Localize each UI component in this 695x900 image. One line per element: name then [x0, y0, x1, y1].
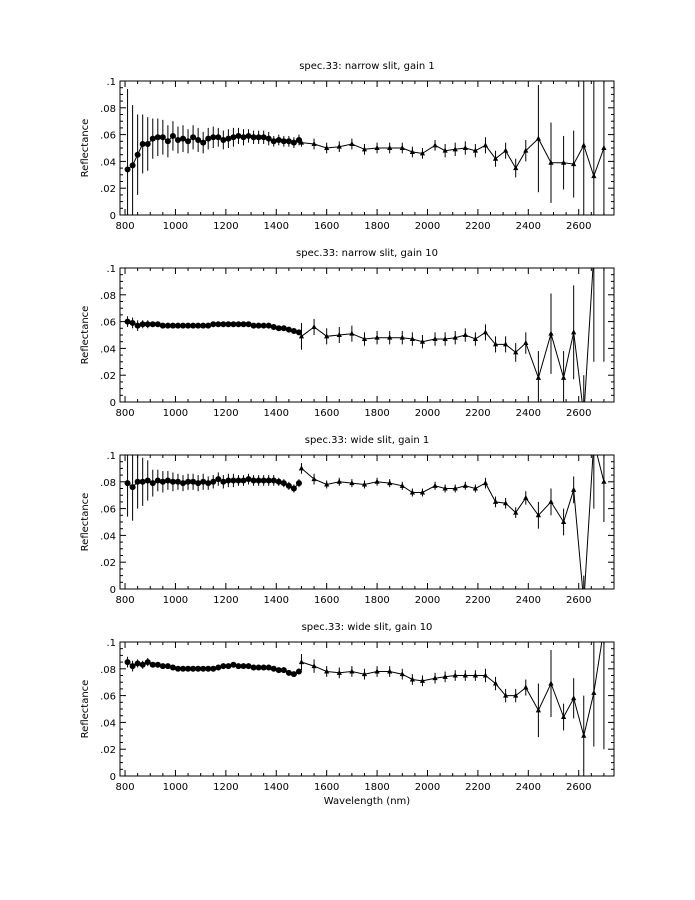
x-tick-label: 2200: [465, 595, 491, 606]
y-tick-label: .02: [100, 558, 116, 570]
data-point-triangle: [493, 499, 498, 504]
x-tick-label: 1600: [313, 408, 340, 419]
data-point-circle: [246, 133, 252, 139]
data-point-circle: [125, 480, 131, 486]
data-point-triangle: [387, 668, 392, 673]
data-point-triangle: [591, 173, 596, 178]
y-tick-label: .06: [100, 130, 116, 142]
data-point-triangle: [311, 324, 316, 329]
data-point-circle: [130, 484, 136, 490]
series-line: [302, 241, 604, 415]
data-point-triangle: [571, 487, 576, 492]
y-tick-label: .04: [100, 718, 116, 730]
data-point-circle: [271, 666, 277, 672]
y-axis-label: Reflectance: [80, 679, 91, 739]
axes-frame: [120, 642, 614, 776]
data-point-triangle: [483, 329, 488, 334]
x-tick-label: 1000: [162, 595, 189, 606]
data-point-circle: [135, 660, 141, 666]
data-point-triangle: [601, 238, 606, 243]
data-point-circle: [200, 140, 206, 146]
data-point-triangle: [349, 668, 354, 673]
data-point-triangle: [503, 341, 508, 346]
data-point-triangle: [536, 707, 541, 712]
x-tick-label: 800: [115, 221, 135, 232]
data-point-triangle: [503, 148, 508, 153]
data-point-circle: [190, 479, 196, 485]
y-tick-label: 0: [109, 398, 116, 409]
data-point-triangle: [601, 145, 606, 150]
x-tick-label: 2600: [565, 221, 592, 232]
data-point-circle: [276, 137, 282, 143]
x-tick-label: 2400: [515, 408, 542, 419]
data-point-circle: [155, 662, 161, 668]
data-layer: [125, 121, 607, 456]
data-point-circle: [246, 476, 252, 482]
x-tick-label: 1800: [364, 221, 390, 232]
data-point-triangle: [432, 142, 437, 147]
data-point-triangle: [601, 479, 606, 484]
x-tick-label: 2400: [515, 782, 542, 793]
data-point-triangle: [337, 479, 342, 484]
x-tick-label: 2600: [565, 595, 592, 606]
x-tick-label: 2000: [414, 595, 441, 606]
y-tick-label: .1: [106, 451, 116, 462]
y-axis-label: Reflectance: [80, 118, 91, 178]
y-tick-label: .04: [100, 157, 116, 169]
data-point-triangle: [561, 375, 566, 380]
data-point-triangle: [387, 335, 392, 340]
y-tick-label: .06: [100, 504, 116, 516]
y-tick-label: .02: [100, 745, 116, 757]
data-point-triangle: [601, 626, 606, 631]
data-point-triangle: [400, 335, 405, 340]
x-tick-label: 1000: [162, 408, 189, 419]
data-point-triangle: [561, 714, 566, 719]
data-point-circle: [185, 138, 191, 144]
x-tick-label: 1600: [313, 782, 340, 793]
y-axis-label: Reflectance: [80, 492, 91, 552]
data-point-circle: [246, 663, 252, 669]
data-point-triangle: [591, 439, 596, 444]
data-point-circle: [235, 133, 241, 139]
data-point-circle: [125, 659, 131, 665]
data-point-circle: [291, 486, 297, 492]
data-point-triangle: [571, 329, 576, 334]
data-point-circle: [266, 323, 272, 329]
data-point-triangle: [591, 690, 596, 695]
data-point-circle: [281, 325, 287, 331]
x-tick-label: 1600: [313, 595, 340, 606]
data-point-circle: [200, 479, 206, 485]
data-point-circle: [286, 138, 292, 144]
y-tick-label: .06: [100, 691, 116, 703]
y-tick-label: 0: [109, 772, 116, 783]
data-point-triangle: [523, 685, 528, 690]
y-axis-label: Reflectance: [80, 305, 91, 365]
data-point-circle: [286, 327, 292, 333]
axes-frame: [120, 455, 614, 589]
data-point-circle: [205, 136, 211, 142]
x-tick-label: 2600: [565, 782, 592, 793]
y-tick-label: .1: [106, 77, 116, 88]
data-point-triangle: [548, 499, 553, 504]
axes-frame: [120, 268, 614, 402]
x-tick-label: 800: [115, 782, 135, 793]
data-point-triangle: [463, 332, 468, 337]
plot-title: spec.33: wide slit, gain 10: [301, 622, 433, 633]
data-point-triangle: [483, 142, 488, 147]
data-point-circle: [125, 166, 131, 172]
y-tick-label: .08: [100, 103, 116, 115]
data-point-circle: [230, 134, 236, 140]
x-tick-label: 1400: [263, 782, 289, 793]
data-point-triangle: [374, 335, 379, 340]
data-point-triangle: [523, 495, 528, 500]
x-tick-label: 2000: [414, 221, 441, 232]
x-tick-label: 2400: [515, 595, 542, 606]
series-line: [302, 139, 604, 177]
y-tick-label: .08: [100, 477, 116, 489]
data-point-circle: [241, 134, 247, 140]
y-tick-label: .1: [106, 264, 116, 275]
data-point-triangle: [548, 681, 553, 686]
data-point-triangle: [299, 465, 304, 470]
x-tick-label: 1000: [162, 221, 189, 232]
data-point-triangle: [483, 480, 488, 485]
data-point-triangle: [299, 659, 304, 664]
data-point-circle: [225, 136, 231, 142]
plot-panel-4: [80, 508, 614, 807]
plot-title: spec.33: wide slit, gain 1: [304, 435, 430, 446]
x-tick-label: 1000: [162, 782, 189, 793]
plot-title: spec.33: narrow slit, gain 10: [296, 248, 438, 259]
x-tick-label: 1200: [213, 221, 239, 232]
data-point-circle: [296, 480, 302, 486]
data-point-circle: [140, 479, 146, 485]
data-point-circle: [276, 479, 282, 485]
x-tick-label: 2600: [565, 408, 592, 419]
data-point-circle: [261, 134, 267, 140]
data-point-triangle: [374, 668, 379, 673]
data-point-triangle: [493, 681, 498, 686]
data-point-circle: [271, 324, 277, 330]
x-tick-label: 2200: [465, 782, 491, 793]
x-tick-label: 1400: [263, 221, 289, 232]
data-point-circle: [195, 480, 201, 486]
data-point-triangle: [349, 331, 354, 336]
data-point-circle: [175, 137, 181, 143]
x-tick-label: 2200: [465, 221, 491, 232]
y-tick-label: .04: [100, 531, 116, 543]
data-point-triangle: [571, 695, 576, 700]
x-tick-label: 1800: [364, 408, 390, 419]
data-point-triangle: [349, 141, 354, 146]
data-point-circle: [220, 479, 226, 485]
data-point-triangle: [463, 483, 468, 488]
y-tick-label: .02: [100, 184, 116, 196]
data-point-circle: [165, 138, 171, 144]
axes-frame: [120, 81, 614, 215]
data-point-circle: [145, 141, 151, 147]
data-point-circle: [175, 479, 181, 485]
data-point-circle: [230, 662, 236, 668]
x-axis-label: Wavelength (nm): [323, 796, 411, 807]
x-tick-label: 1200: [213, 595, 239, 606]
data-point-circle: [160, 134, 166, 140]
y-tick-label: .06: [100, 317, 116, 329]
x-tick-label: 1800: [364, 782, 390, 793]
data-point-triangle: [463, 145, 468, 150]
x-tick-label: 1600: [313, 221, 340, 232]
y-tick-label: 0: [109, 211, 116, 222]
y-tick-label: .08: [100, 290, 116, 302]
data-point-circle: [155, 477, 161, 483]
data-point-circle: [266, 664, 272, 670]
series-line: [302, 442, 604, 603]
data-point-circle: [130, 162, 136, 168]
y-tick-label: .08: [100, 664, 116, 676]
data-point-circle: [150, 136, 156, 142]
x-tick-label: 800: [115, 595, 135, 606]
data-point-circle: [241, 477, 247, 483]
data-point-circle: [160, 479, 166, 485]
data-point-circle: [220, 137, 226, 143]
x-tick-label: 2000: [414, 782, 441, 793]
data-point-circle: [135, 323, 141, 329]
data-point-circle: [165, 663, 171, 669]
data-point-circle: [271, 477, 277, 483]
data-point-triangle: [591, 252, 596, 257]
data-point-triangle: [581, 733, 586, 738]
x-tick-label: 1200: [213, 782, 239, 793]
data-point-circle: [246, 321, 252, 327]
data-point-circle: [135, 152, 141, 158]
data-point-circle: [155, 321, 161, 327]
data-point-circle: [291, 328, 297, 334]
x-tick-label: 1800: [364, 595, 390, 606]
data-point-triangle: [536, 136, 541, 141]
data-point-triangle: [548, 331, 553, 336]
plot-title: spec.33: narrow slit, gain 1: [299, 61, 435, 72]
data-point-triangle: [536, 375, 541, 380]
data-point-triangle: [311, 476, 316, 481]
data-point-triangle: [432, 483, 437, 488]
y-tick-label: 0: [109, 585, 116, 596]
plot-panel-2: [80, 118, 614, 456]
x-tick-label: 1400: [263, 595, 289, 606]
x-tick-label: 2200: [465, 408, 491, 419]
data-point-triangle: [523, 340, 528, 345]
x-tick-label: 1200: [213, 408, 239, 419]
data-point-circle: [170, 664, 176, 670]
data-point-circle: [205, 323, 211, 329]
data-point-circle: [286, 670, 292, 676]
y-tick-label: .1: [106, 638, 116, 649]
data-point-circle: [180, 480, 186, 486]
data-point-circle: [210, 666, 216, 672]
data-point-circle: [170, 133, 176, 139]
x-tick-label: 800: [115, 408, 135, 419]
y-tick-label: .04: [100, 344, 116, 356]
x-tick-label: 2000: [414, 408, 441, 419]
data-point-circle: [165, 477, 171, 483]
data-point-circle: [225, 663, 231, 669]
data-point-circle: [125, 319, 131, 325]
y-tick-label: .02: [100, 371, 116, 383]
data-point-triangle: [374, 479, 379, 484]
data-point-circle: [271, 138, 277, 144]
plot-panel-1: [80, 27, 614, 283]
x-tick-label: 2400: [515, 221, 542, 232]
data-point-circle: [215, 664, 221, 670]
data-point-triangle: [581, 142, 586, 147]
x-tick-label: 1400: [263, 408, 289, 419]
data-point-circle: [205, 480, 211, 486]
